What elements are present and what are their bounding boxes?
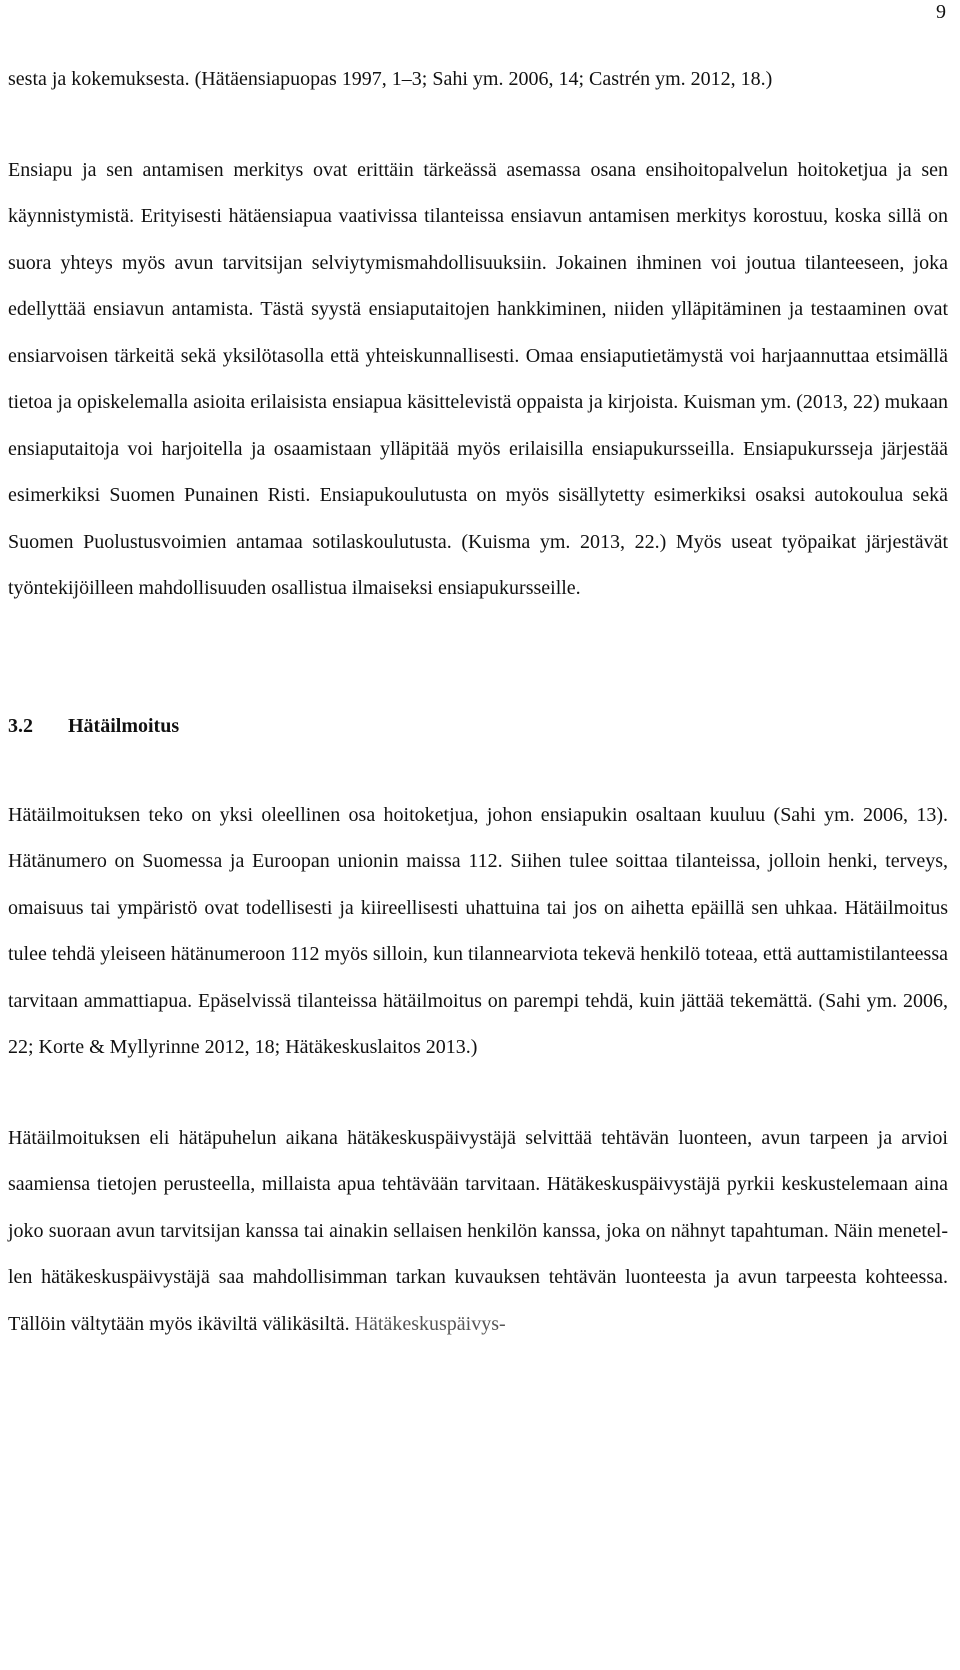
paragraph-continuation: sesta ja kokemuksesta. (Hätäensiapuopas 1997, 1–3; Sahi ym. 2006, 14; Castrén ym. 2012, 18.) — [8, 68, 773, 90]
paragraph-emergency-dispatcher — [8, 1115, 948, 1348]
section-number: 3.2 — [8, 714, 33, 737]
paragraph-dispatcher-text: Hätäilmoituksen eli hätäpuhelun aikana hätäkeskuspäivystäjä selvittää tehtävän luonteen, avun tarpeen ja arvioi saamiensa tietojen perusteella, millaista apua tehtävään tarvitaan. Hätäkeskuspäivystäjä pyrkii keskustelemaan aina joko suoraan avun tarvitsijan kanssa tai ainakin sellaisen henkilön kanssa, joka on nähnyt tapahtuman. Näin menetellen hätäkeskuspäivystäjä saa mahdollisimman tarkan kuvauksen tehtävän luonteesta ja avun tarpeesta kohteessa. Tällöin vältytään myös ikäviltä välikäsiltä. — [8, 1126, 948, 1335]
document-body — [8, 56, 948, 1347]
paragraph-emergency-call: Hätäilmoituksen teko on yksi oleellinen osa hoitoketjua, johon ensiapukin osaltaan kuuluu (Sahi ym. 2006, 13). Hätänumero on Suomessa ja Euroopan unionin maissa 112. Siihen tulee soittaa tilanteissa, jolloin henki, terveys, omaisuus tai ympäristö ovat todellisesti ja kiireellisesti uhattuina tai jos on aihetta epäillä sen uhkaa. Hätäilmoitus tulee tehdä yleiseen hätänumeroon 112 myös silloin, kun tilannearviota tekevä henkilö toteaa, että auttamistilanteessa tarvitaan ammattiapua. Epäselvissä tilanteissa hätäilmoitus on parempi tehdä, kuin jättää tekemättä. (Sahi ym. 2006, 22; Korte & Myllyrinne 2012, 18; Hätäkeskuslaitos 2013.) — [8, 803, 948, 1058]
section-heading — [8, 712, 948, 740]
section-title: Hätäilmoitus — [68, 714, 180, 737]
paragraph-dispatcher-tail: Hätäkeskuspäivys- — [354, 1312, 506, 1335]
paragraph-first-aid: Ensiapu ja sen antamisen merkitys ovat erittäin tärkeässä asemassa osana ensihoitopalvelun hoitoketjua ja sen käynnistymistä. Erityisesti hätäensiapua vaativissa tilanteissa ensiavun antamisen merkitys korostuu, koska sillä on suora yhteys myös avun tarvitsijan selviytymismahdollisuuksiin. Jokainen ihminen voi joutua tilanteeseen, joka edellyttää ensiavun antamista. Tästä syystä ensiaputaitojen hankkiminen, niiden ylläpitäminen ja testaaminen ovat ensiarvoisen tärkeitä sekä yksilötasolla että yhteiskunnallisesti. Omaa ensiaputietämystä voi harjaannuttaa etsimällä tietoa ja opiskelemalla asioita erilaisista ensiapua käsittelevistä oppaista ja kirjoista. Kuisman ym. (2013, 22) mukaan ensiaputaitoja voi harjoitella ja osaamistaan ylläpitää myös erilaisilla ensiapukursseilla. Ensiapukursseja järjestää esimerkiksi Suomen Punainen Risti. Ensiapukoulutusta on myös sisällytetty esimerkiksi osaksi autokoulua sekä Suomen Puolustusvoimien antamaa sotilaskoulutusta. (Kuisma ym. 2013, 22.) Myös useat työpaikat järjestävät työntekijöilleen mahdollisuuden osallistua ilmaiseksi ensiapukursseille. — [8, 158, 948, 599]
page-number: 9 — [936, 1, 946, 23]
